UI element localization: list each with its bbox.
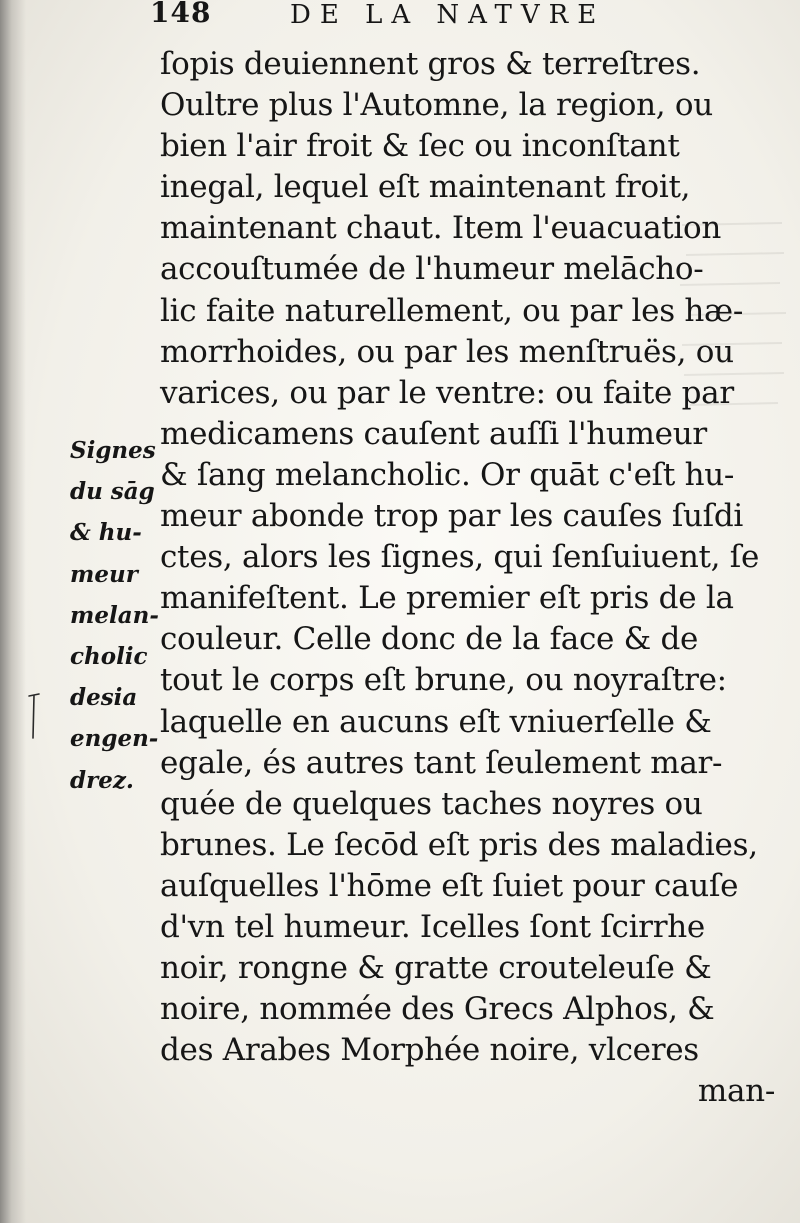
text-line: lic faite naturellement, ou par les hæ- [160, 292, 744, 329]
margin-note-line: drez. [70, 766, 134, 794]
margin-note-line: engen- [70, 725, 159, 753]
text-line: auſquelles l'hōme eſt ſuiet pour cauſe [160, 867, 739, 904]
text-line: & ſang melancholic. Or quāt c'eſt hu- [160, 456, 735, 493]
margin-note-line: & hu- [70, 519, 142, 547]
text-line: quée de quelques taches noyres ou [160, 785, 703, 822]
text-line: tout le corps eſt brune, ou noyraſtre: [160, 662, 727, 699]
margin-note [70, 430, 170, 801]
margin-note-line: melan- [70, 601, 159, 629]
text-line: Oultre plus l'Automne, la region, ou [160, 87, 713, 124]
text-line: manifeſtent. Le premier eſt pris de la [160, 580, 734, 617]
text-line: meur abonde trop par les cauſes ſuſdi [160, 498, 744, 535]
page-gutter-shadow [0, 0, 26, 1223]
text-line: laquelle en aucuns eſt vniuerſelle & [160, 703, 712, 740]
text-line: d'vn tel humeur. Icelles ſont ſcirrhe [160, 908, 705, 945]
margin-note-line: cholic [70, 642, 148, 670]
show-through-texture [672, 215, 792, 415]
margin-note-line: Signes [70, 437, 156, 464]
text-line: morrhoides, ou par les menſtruës, ou [160, 333, 734, 370]
text-line: ctes, alors les ſignes, qui ſenſuiuent, ſe [160, 539, 759, 576]
text-line: brunes. Le ſecōd eſt pris des maladies, [160, 826, 758, 863]
text-line: inegal, lequel eſt maintenant froit, [160, 169, 691, 206]
text-line: medicamens cauſent auſſi l'humeur [160, 415, 707, 452]
text-line: noir, rongne & gratte crouteleuſe & [160, 950, 712, 987]
catchword: man- [697, 1073, 775, 1110]
margin-note-line: desia [70, 684, 138, 712]
page-header [150, 0, 790, 38]
handwritten-margin-mark [28, 692, 40, 740]
running-head: DE LA NATVRE [290, 0, 606, 30]
text-line: des Arabes Morphée noire, vlceres [160, 1032, 699, 1069]
body-text [160, 44, 785, 1112]
margin-note-line: meur [70, 560, 138, 588]
text-line: varices, ou par le ventre: ou faite par [160, 374, 734, 411]
text-line: noire, nommée des Grecs Alphos, & [160, 991, 715, 1028]
margin-note-line: du sāg [70, 478, 155, 506]
text-line: accouſtumée de l'humeur melācho- [160, 251, 704, 288]
text-line: bien l'air froit & ſec ou inconſtant [160, 128, 680, 165]
text-line: ſopis deuiennent gros & terreſtres. [160, 46, 701, 82]
text-line: maintenant chaut. Item l'euacuation [160, 210, 722, 247]
page-number: 148 [150, 0, 212, 29]
text-line: egale, és autres tant ſeulement mar- [160, 744, 723, 781]
text-line: couleur. Celle donc de la face & de [160, 621, 699, 658]
